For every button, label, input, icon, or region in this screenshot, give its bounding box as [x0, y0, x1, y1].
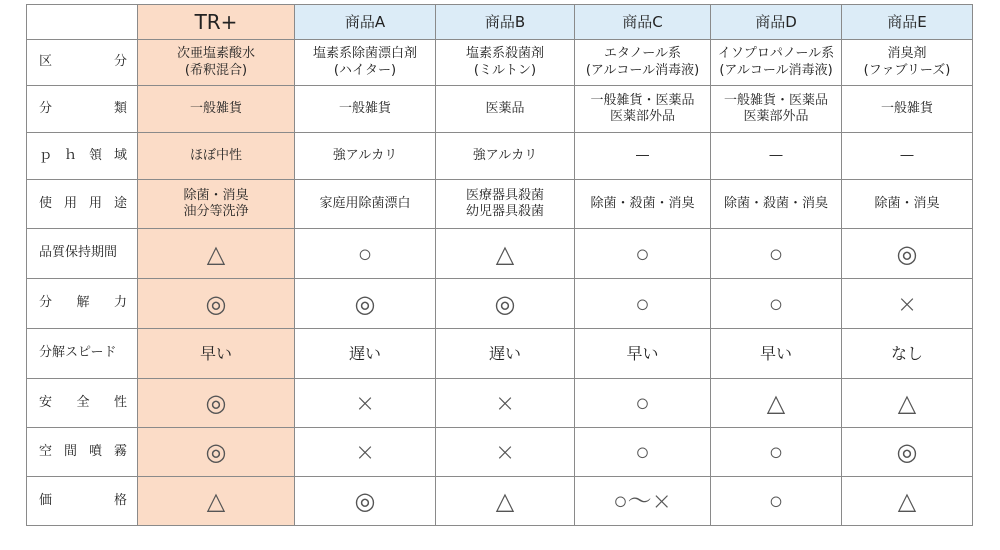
rating-cell: × [436, 379, 575, 428]
table-cell: エタノール系 (アルコール消毒液) [575, 40, 711, 86]
row-label-price: 価格 [27, 477, 138, 526]
table-row [27, 229, 973, 279]
row-label-usage: 使用用途 [27, 180, 138, 229]
rating-cell: ○ [575, 229, 711, 279]
column-header-product-a: 商品A [295, 5, 436, 40]
column-header-product-c: 商品C [575, 5, 711, 40]
row-label-category: 区 分 [27, 40, 138, 86]
rating-cell: ◎ [842, 229, 973, 279]
row-label-decomposition-speed: 分解スピード [27, 329, 138, 379]
comparison-table-wrapper [26, 4, 973, 526]
table-cell: 遅い [295, 329, 436, 379]
table-cell: ほぼ中性 [138, 133, 295, 180]
rating-cell: ○ [711, 428, 842, 477]
table-cell: 一般雑貨・医薬品 医薬部外品 [711, 86, 842, 133]
rating-cell: ○ [575, 379, 711, 428]
table-cell: 強アルカリ [436, 133, 575, 180]
row-label-ph-range: ｐｈ領域 [27, 133, 138, 180]
table-cell: 除菌・消臭 油分等洗浄 [138, 180, 295, 229]
table-row [27, 428, 973, 477]
row-label-shelf-life: 品質保持期間 [27, 229, 138, 279]
rating-cell: ◎ [295, 279, 436, 329]
rating-cell: ○ [575, 279, 711, 329]
row-label-decomposition-power: 分解力 [27, 279, 138, 329]
header-row [27, 5, 973, 40]
table-cell: 医療器具殺菌 幼児器具殺菌 [436, 180, 575, 229]
row-label-safety: 安全性 [27, 379, 138, 428]
table-cell: 塩素系殺菌剤 (ミルトン) [436, 40, 575, 86]
rating-cell: △ [138, 477, 295, 526]
rating-cell: ◎ [138, 279, 295, 329]
column-header-tr-plus: TR+ [138, 5, 295, 40]
table-cell: 除菌・消臭 [842, 180, 973, 229]
rating-cell: △ [711, 379, 842, 428]
rating-cell: ◎ [842, 428, 973, 477]
table-cell: 早い [711, 329, 842, 379]
table-cell: 消臭剤 (ファブリーズ) [842, 40, 973, 86]
rating-cell: △ [842, 477, 973, 526]
table-cell: 早い [575, 329, 711, 379]
row-label-classification: 分 類 [27, 86, 138, 133]
rating-cell: ◎ [436, 279, 575, 329]
column-header-product-e: 商品E [842, 5, 973, 40]
table-cell: 遅い [436, 329, 575, 379]
table-cell: イソプロパノール系 (アルコール消毒液) [711, 40, 842, 86]
table-cell: 一般雑貨 [842, 86, 973, 133]
comparison-table [26, 4, 973, 526]
rating-cell: ○～× [575, 477, 711, 526]
table-cell: ― [575, 133, 711, 180]
table-cell: 一般雑貨 [138, 86, 295, 133]
table-cell: 強アルカリ [295, 133, 436, 180]
rating-cell: ◎ [295, 477, 436, 526]
rating-cell: ◎ [138, 428, 295, 477]
rating-cell: × [295, 379, 436, 428]
rating-cell: × [295, 428, 436, 477]
corner-cell [27, 5, 138, 40]
rating-cell: ○ [575, 428, 711, 477]
table-cell: 一般雑貨 [295, 86, 436, 133]
table-row [27, 86, 973, 133]
column-header-product-b: 商品B [436, 5, 575, 40]
table-cell: 医薬品 [436, 86, 575, 133]
row-label-space-spray: 空間噴霧 [27, 428, 138, 477]
rating-cell: ○ [711, 279, 842, 329]
table-row [27, 279, 973, 329]
table-row [27, 329, 973, 379]
table-row [27, 40, 973, 86]
table-cell: 除菌・殺菌・消臭 [575, 180, 711, 229]
column-header-product-d: 商品D [711, 5, 842, 40]
table-cell: 除菌・殺菌・消臭 [711, 180, 842, 229]
table-cell: 早い [138, 329, 295, 379]
rating-cell: ○ [711, 229, 842, 279]
table-cell: ― [842, 133, 973, 180]
table-row [27, 180, 973, 229]
rating-cell: ◎ [138, 379, 295, 428]
table-row [27, 477, 973, 526]
rating-cell: ○ [295, 229, 436, 279]
table-cell: ― [711, 133, 842, 180]
rating-cell: △ [842, 379, 973, 428]
table-cell: 塩素系除菌漂白剤 (ハイター) [295, 40, 436, 86]
rating-cell: △ [436, 229, 575, 279]
rating-cell: × [436, 428, 575, 477]
table-cell: 一般雑貨・医薬品 医薬部外品 [575, 86, 711, 133]
table-row [27, 133, 973, 180]
rating-cell: ○ [711, 477, 842, 526]
table-cell: 次亜塩素酸水 (希釈混合) [138, 40, 295, 86]
rating-cell: △ [436, 477, 575, 526]
table-row [27, 379, 973, 428]
rating-cell: △ [138, 229, 295, 279]
table-cell: 家庭用除菌漂白 [295, 180, 436, 229]
rating-cell: × [842, 279, 973, 329]
table-cell: なし [842, 329, 973, 379]
